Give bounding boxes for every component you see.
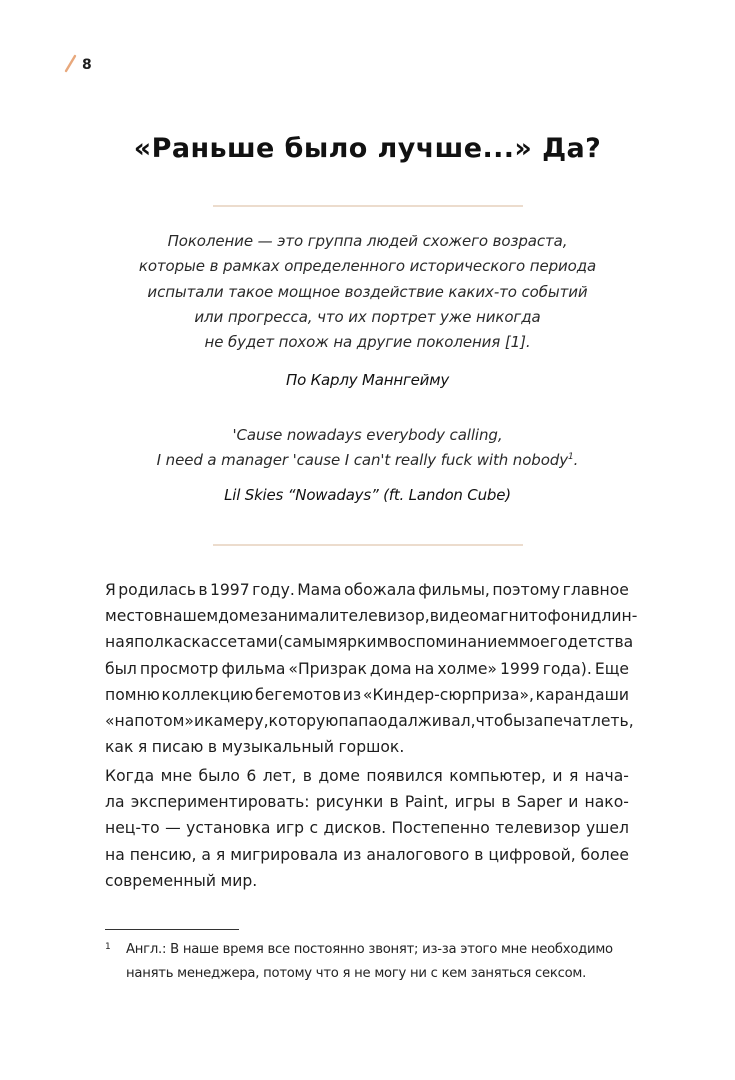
body-paragraph <box>105 763 629 894</box>
epigraph-line: I need a manager 'cause I can't really fuck with nobody <box>156 451 568 470</box>
chapter-title: «Раньше было лучше...» Да? <box>133 133 602 164</box>
epigraph-line: или прогресса, что их портрет уже никогда <box>194 307 541 326</box>
body-line: Когда мне было 6 лет, в доме появился компьютер, и я нача- <box>105 767 629 785</box>
footnote <box>105 938 640 986</box>
footnote-ref[interactable]: 1 <box>568 452 574 463</box>
body-paragraph <box>105 577 638 760</box>
body-line: ная полка с кассетами (самым ярким воспоминанием моего детства <box>105 633 634 652</box>
body-line: «на потом» и камеру, которую папа одалживал, чтобы запечатлеть, <box>105 711 634 730</box>
page-number: 8 <box>82 57 92 73</box>
period: . <box>573 451 579 470</box>
divider-top <box>213 205 523 207</box>
epigraph-line: Поколение — это группа людей схожего возраста, <box>167 232 568 250</box>
body-line: нец-то — установка игр с дисков. Постепенно телевизор ушел <box>105 819 629 838</box>
body-line: ла экспериментировать: рисунки в Paint, игры в Saper и нако- <box>105 793 629 812</box>
body-line: как я писаю в музыкальный горшок. <box>105 738 405 757</box>
body-line: место в нашем доме занимали телевизор, видеомагнитофон и длин- <box>105 607 638 626</box>
epigraph-line: которые в рамках определенного исторического периода <box>138 257 597 276</box>
body-line: на пенсию, а я мигрировала из аналогового в цифровой, более <box>105 845 629 864</box>
body-line: современный мир. <box>105 871 258 890</box>
divider-bottom <box>213 544 523 546</box>
epigraph-lyrics <box>40 423 695 504</box>
epigraph-attribution: Lil Skies “Nowadays” (ft. Landon Cube) <box>224 485 511 504</box>
footnote-line <box>105 938 640 962</box>
epigraph-line: испытали такое мощное воздействие каких-то событий <box>147 282 588 301</box>
epigraph-line: не будет похож на другие поколения [1]. <box>204 333 531 352</box>
footnote-line: нанять менеджера, потому что я не могу ни с кем заняться сексом. <box>126 966 587 981</box>
body-line: помню коллекцию бегемотов из «Киндер-сюрприза», карандаши <box>105 685 629 704</box>
epigraph-mannheim <box>40 229 695 389</box>
body-line: был просмотр фильма «Призрак дома на холме» 1999 года). Еще <box>105 659 629 678</box>
footnote-marker: 1 <box>105 942 111 952</box>
slash-icon <box>64 52 78 74</box>
epigraph-line-with-ref <box>40 448 695 473</box>
body-line: Я родилась в 1997 году. Мама обожала фильмы, поэтому главное <box>105 581 629 599</box>
epigraph-attribution: По Карлу Маннгейму <box>285 371 450 390</box>
epigraph-line: 'Cause nowadays everybody calling, <box>232 426 503 444</box>
footnote-text: Англ.: В наше время все постоянно звонят; из-за этого мне необходимо <box>126 942 613 957</box>
footnote-separator <box>105 929 239 930</box>
